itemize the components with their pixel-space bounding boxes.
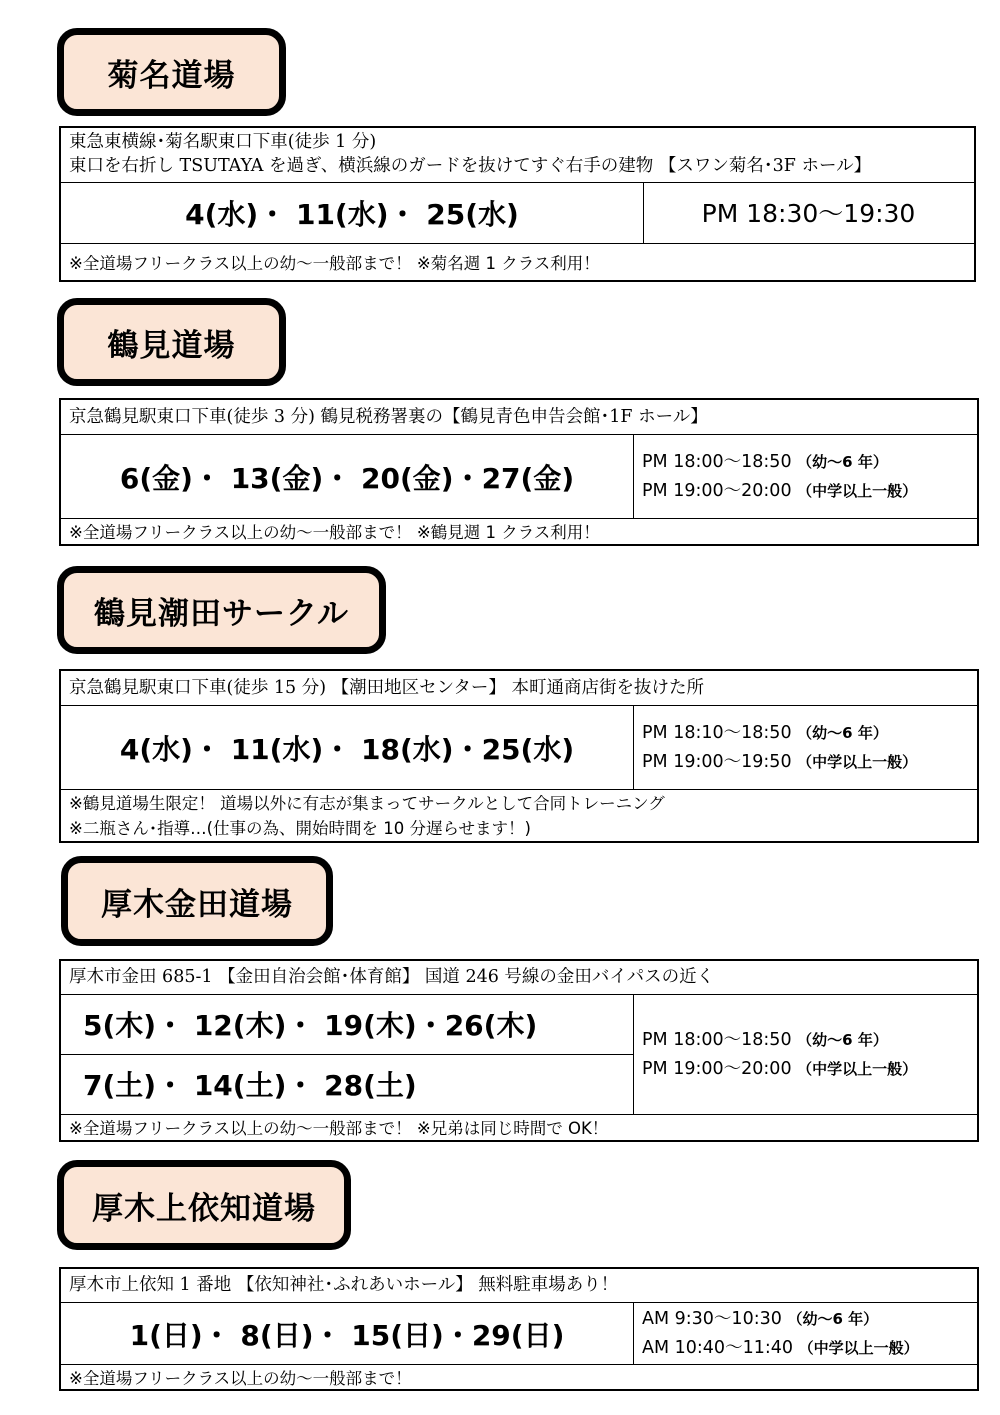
dojo-title: 菊名道場 <box>57 28 286 116</box>
dojo-title: 厚木上依知道場 <box>57 1160 351 1250</box>
date-list: 1(日)・ 8(日)・ 15(日)・29(日) <box>129 1318 565 1352</box>
time-line: PM 19:00〜20:00 （中学以上一般） <box>642 480 918 501</box>
note-line: ※全道場フリークラス以上の幼〜一般部まで！ ※兄弟は同じ時間で OK！ <box>69 1119 609 1138</box>
dojo-title: 厚木金田道場 <box>61 856 333 946</box>
time-line: PM 18:10〜18:50 （幼〜6 年） <box>642 722 888 743</box>
dojo-info-table <box>59 959 979 1142</box>
access-line: 京急鶴見駅東口下車(徒歩 15 分) 【潮田地区センター】 本町通商店街を抜けた所 <box>69 677 704 698</box>
date-list: 4(水)・ 11(水)・ 25(水) <box>185 198 519 231</box>
note-line: ※全道場フリークラス以上の幼〜一般部まで！ <box>69 1368 412 1388</box>
notes <box>61 1364 977 1391</box>
notes <box>61 243 974 282</box>
time-line: PM 19:00〜19:50 （中学以上一般） <box>642 751 918 772</box>
dojo-title: 鶴見道場 <box>57 298 286 386</box>
schedule-row <box>61 434 977 518</box>
notes <box>61 789 977 843</box>
schedule-row <box>61 994 977 1114</box>
access-info <box>61 400 977 434</box>
access-info <box>61 128 974 182</box>
schedule-row <box>61 705 977 789</box>
schedule-times <box>633 435 977 518</box>
schedule-dates <box>61 1303 634 1364</box>
note-line: ※二瓶さん･指導…(仕事の為、開始時間を 10 分遅らせます！) <box>69 819 531 838</box>
time-line: AM 9:30〜10:30 （幼〜6 年） <box>642 1308 879 1329</box>
access-info <box>61 961 977 994</box>
date-list: 6(金)・ 13(金)・ 20(金)・27(金) <box>119 461 575 495</box>
note-line: ※全道場フリークラス以上の幼〜一般部まで！ ※鶴見週 1 クラス利用！ <box>69 523 600 542</box>
dojo-info-table <box>59 669 979 843</box>
access-line: 東急東横線･菊名駅東口下車(徒歩 1 分) <box>69 132 377 152</box>
notes <box>61 518 977 546</box>
dojo-info-table <box>59 398 979 546</box>
schedule-row <box>61 182 974 243</box>
dojo-info-table <box>59 1267 979 1391</box>
access-info <box>61 671 977 705</box>
access-line: 厚木市金田 685-1 【金田自治会館･体育館】 国道 246 号線の金田バイパスの近く <box>69 967 715 987</box>
schedule-dates <box>61 995 634 1114</box>
dojo-title: 鶴見潮田サークル <box>57 566 386 654</box>
time-line: PM 19:00〜20:00 （中学以上一般） <box>642 1058 918 1079</box>
schedule-times <box>633 995 977 1114</box>
schedule-dates <box>61 183 644 243</box>
schedule-dates <box>61 435 634 518</box>
time-line: PM 18:00〜18:50 （幼〜6 年） <box>642 451 888 472</box>
schedule-dates <box>61 706 634 789</box>
time-line: PM 18:00〜18:50 （幼〜6 年） <box>642 1029 888 1050</box>
schedule-row <box>61 1302 977 1364</box>
time-line: PM 18:30〜19:30 <box>701 198 916 228</box>
access-line: 京急鶴見駅東口下車(徒歩 3 分) 鶴見税務署裏の【鶴見青色申告会館･1F ホール】 <box>69 406 708 427</box>
schedule-times <box>633 706 977 789</box>
note-line: ※全道場フリークラス以上の幼〜一般部まで！ ※菊名週 1 クラス利用！ <box>69 253 600 273</box>
notes <box>61 1114 977 1142</box>
access-info <box>61 1269 977 1302</box>
date-list: 5(木)・ 12(木)・ 19(木)・26(木) <box>61 995 633 1055</box>
schedule-times <box>633 1303 977 1364</box>
time-line: AM 10:40〜11:40 （中学以上一般） <box>642 1337 919 1358</box>
date-list: 7(土)・ 14(土)・ 28(土) <box>83 1069 417 1103</box>
dojo-info-table <box>59 126 976 282</box>
date-list: 4(水)・ 11(水)・ 18(水)・25(水) <box>119 732 575 766</box>
schedule-times <box>643 183 974 243</box>
access-line: 厚木市上依知 1 番地 【依知神社･ふれあいホール】 無料駐車場あり！ <box>69 1275 619 1295</box>
access-line: 東口を右折し TSUTAYA を過ぎ、横浜線のガードを抜けてすぐ右手の建物 【スワン菊名･3F ホール】 <box>69 156 872 176</box>
note-line: ※鶴見道場生限定！ 道場以外に有志が集まってサークルとして合同トレーニング <box>69 794 665 813</box>
